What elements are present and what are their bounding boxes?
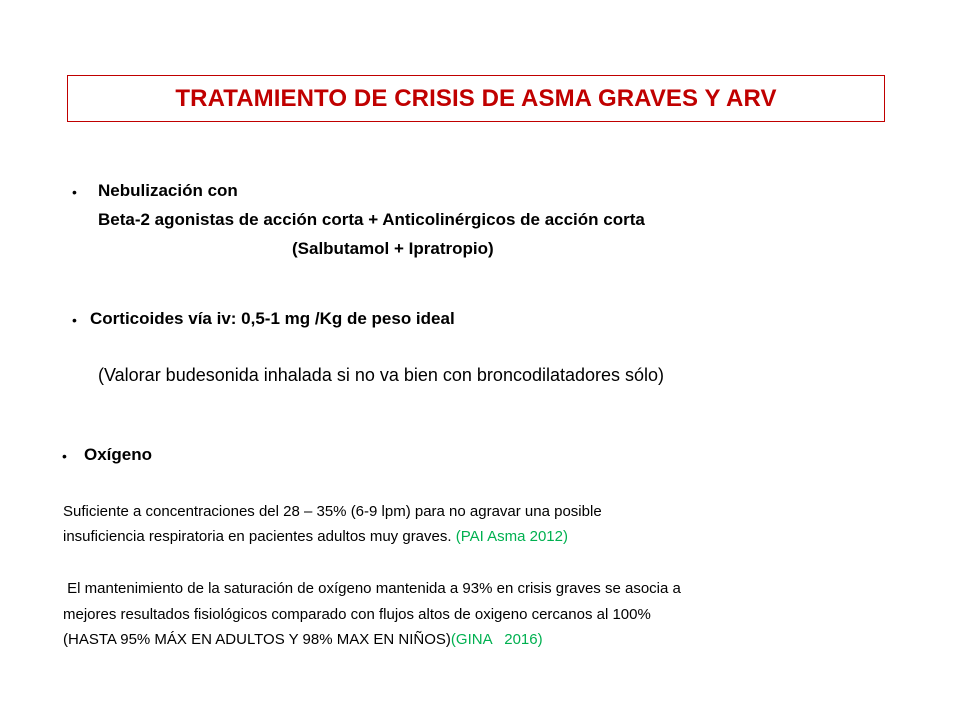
nebulizacion-drugs: Beta-2 agonistas de acción corta + Anticolinérgicos de acción corta bbox=[98, 210, 645, 229]
oxigeno-para1-line2: insuficiencia respiratoria en pacientes adultos muy graves. bbox=[63, 528, 452, 545]
title-box bbox=[67, 75, 885, 122]
corticoides-heading: Corticoides vía iv: 0,5-1 mg /Kg de peso ideal bbox=[90, 309, 455, 328]
nebulizacion-examples: (Salbutamol + Ipratropio) bbox=[292, 239, 494, 258]
oxigeno-para1-line1: Suficiente a concentraciones del 28 – 35% (6-9 lpm) para no agravar una posible bbox=[63, 503, 602, 520]
oxigeno-para2-line3: (HASTA 95% MÁX EN ADULTOS Y 98% MAX EN NIÑOS) bbox=[63, 631, 451, 648]
oxigeno-para2-line2: mejores resultados fisiológicos comparado con flujos altos de oxigeno cercanos al 100% bbox=[63, 606, 651, 623]
oxigeno-para2-line1: El mantenimiento de la saturación de oxígeno mantenida a 93% en crisis graves se asocia a bbox=[63, 580, 681, 597]
bullet-dot: • bbox=[62, 448, 67, 464]
bullet-dot: • bbox=[72, 312, 77, 328]
bullet-dot: • bbox=[72, 184, 77, 200]
corticoides-note: (Valorar budesonida inhalada si no va bien con broncodilatadores sólo) bbox=[98, 365, 665, 385]
reference-pai-asma: (PAI Asma 2012) bbox=[455, 528, 568, 545]
reference-gina: (GINA 2016) bbox=[450, 631, 543, 648]
nebulizacion-heading: Nebulización con bbox=[98, 181, 238, 200]
slide-title: TRATAMIENTO DE CRISIS DE ASMA GRAVES Y ARV bbox=[175, 84, 777, 112]
oxigeno-heading: Oxígeno bbox=[84, 445, 153, 464]
oxigeno-para1-line2-wrap bbox=[63, 528, 568, 545]
oxigeno-para2-line3-wrap bbox=[63, 631, 543, 648]
